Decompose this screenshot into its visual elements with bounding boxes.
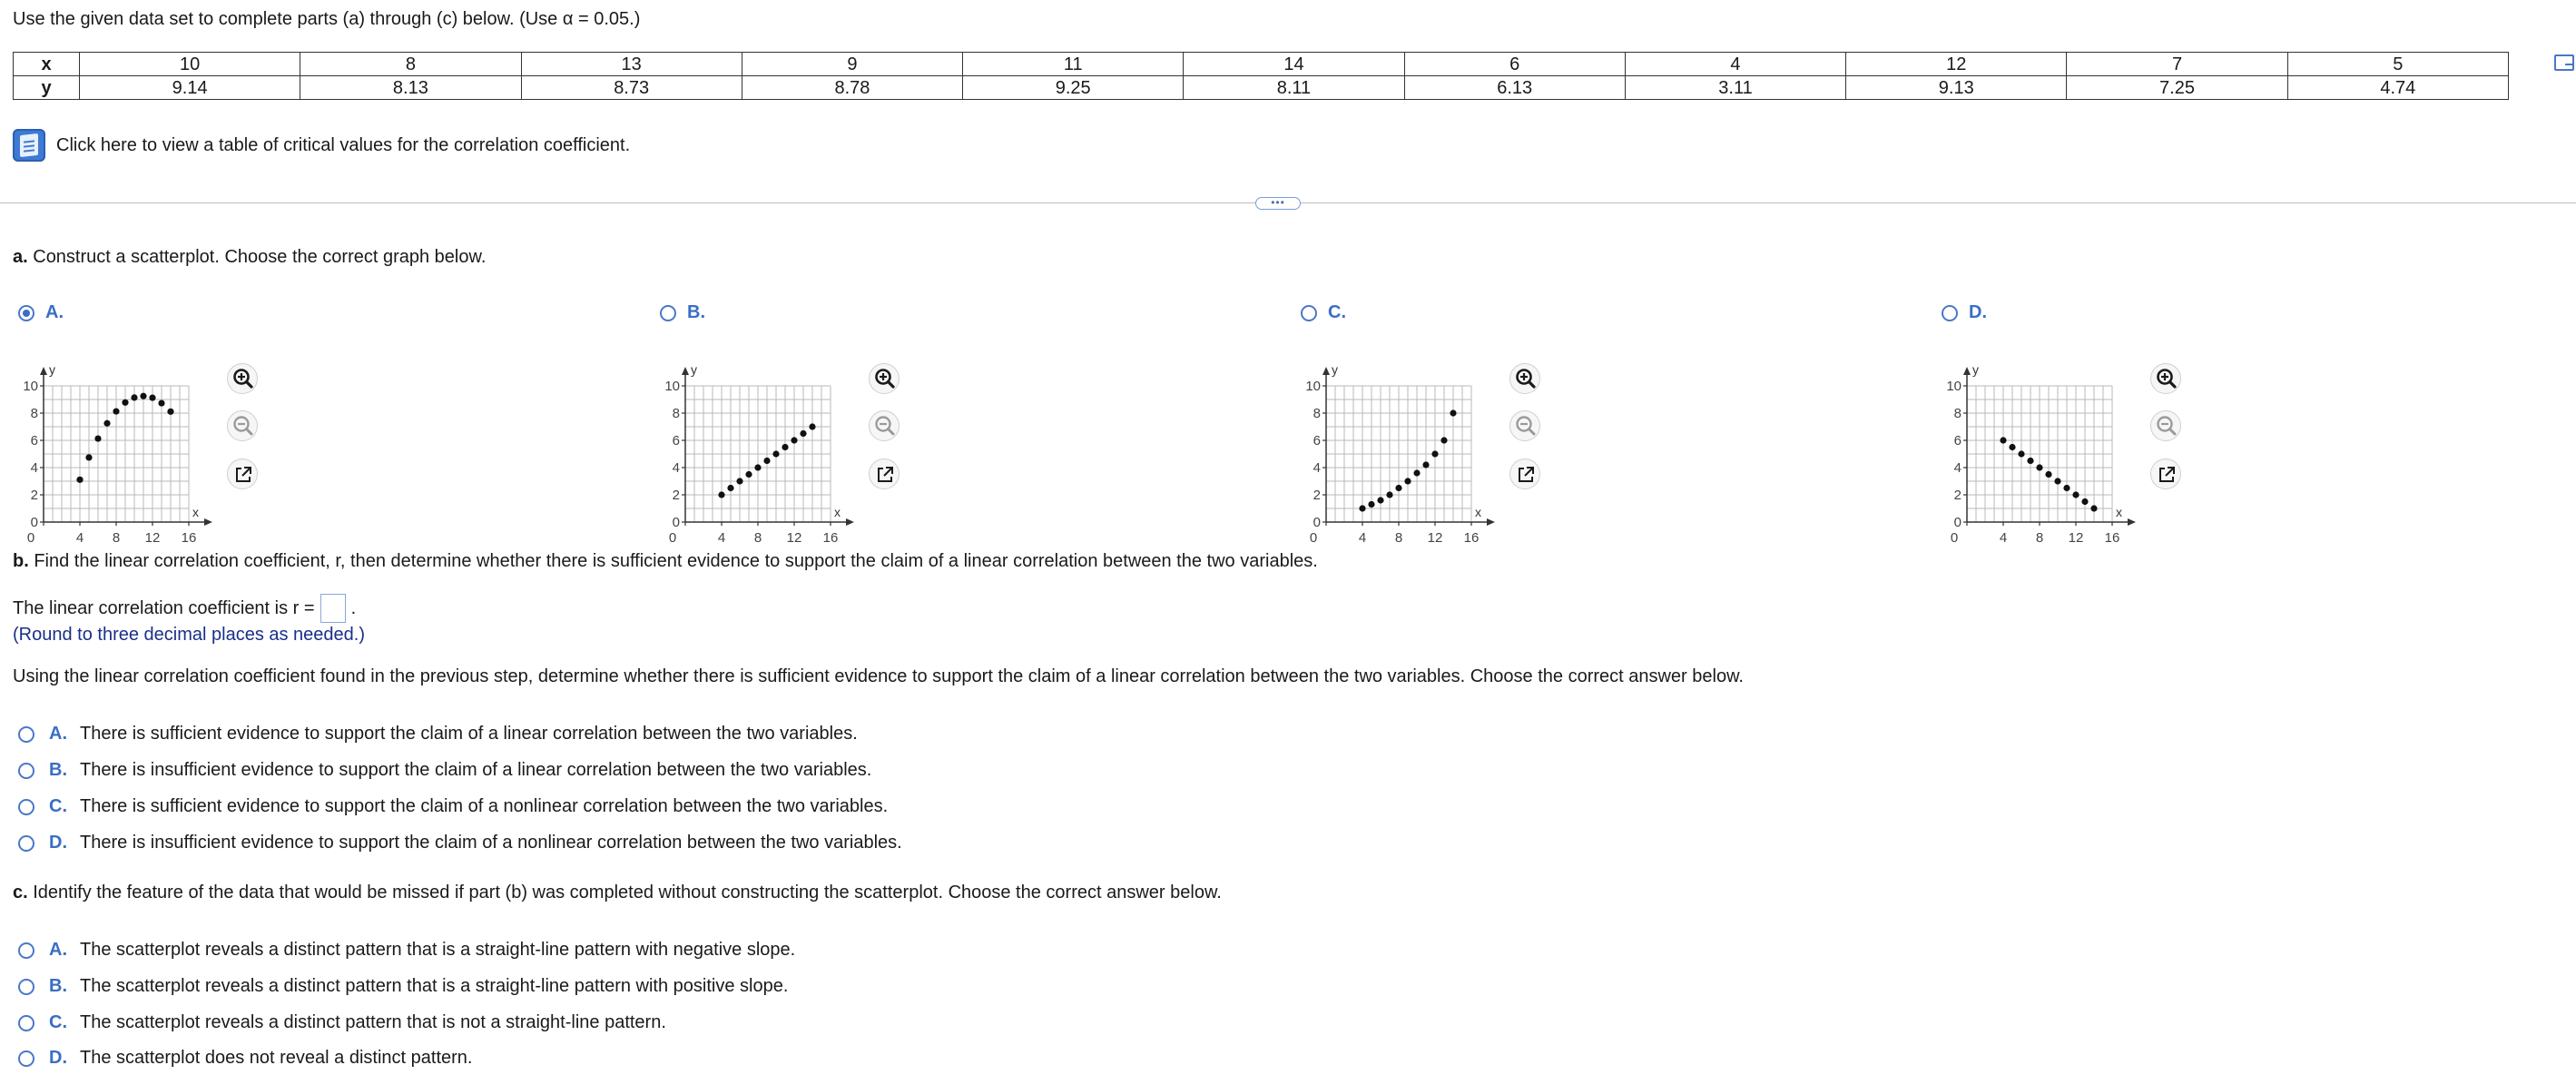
table-cell: 9.25 [963,76,1184,100]
data-point [2063,485,2070,491]
scatterplot-d [1931,331,2139,555]
copy-data-icon[interactable] [2554,54,2574,71]
data-point [131,394,137,400]
x-axis-label: x [1475,505,1481,519]
y-tick-label: 4 [30,460,38,476]
option-letter: B. [49,976,67,996]
y-axis-arrow [1963,367,1971,375]
y-axis-label: y [1332,362,1338,377]
table-cell: 7 [2067,53,2287,76]
r-input[interactable] [320,594,346,623]
table-cell: 9 [742,53,962,76]
radio-button[interactable] [18,305,34,321]
part-c-option-c[interactable] [18,1012,666,1033]
y-tick-label: 6 [30,433,38,449]
data-point [2045,471,2051,478]
y-tick-label: 4 [1953,460,1961,476]
radio-button[interactable] [18,942,34,959]
option-text: The scatterplot does not reveal a distinct pattern. [80,1048,473,1068]
option-text: There is insufficient evidence to support the claim of a linear correlation between the two variables. [80,760,872,780]
data-point [754,464,761,470]
data-point [763,458,770,464]
part-c-question [13,883,1222,903]
x-tick-label: 0 [1309,530,1318,546]
y-tick-label: 0 [1953,515,1961,530]
option-letter: B. [49,760,67,780]
y-tick-label: 2 [672,488,680,503]
y-tick-label: 10 [23,379,38,394]
x-tick-label: 8 [1394,530,1403,546]
option-letter: D. [1969,302,1987,322]
x-axis-label: x [2116,505,2122,519]
data-point [2018,450,2024,457]
part-a-question [13,247,486,268]
row-header-y: y [14,76,80,100]
option-letter: D. [49,833,67,853]
part-c-option-b[interactable] [18,976,788,997]
zoom-in-icon[interactable] [1509,363,1540,394]
x-tick-label: 0 [668,530,677,546]
option-text: The scatterplot reveals a distinct pattern that is a straight-line pattern with negative slope. [80,940,796,960]
table-cell: 13 [521,53,742,76]
y-tick-label: 6 [1313,433,1321,449]
x-axis-arrow [204,518,212,526]
table-cell: 3.11 [1625,76,1845,100]
option-letter: A. [49,724,67,744]
radio-button[interactable] [18,726,34,743]
x-tick-label: 16 [822,530,839,546]
table-cell: 14 [1184,53,1404,76]
y-axis-label: y [691,362,697,377]
y-axis-label: y [49,362,55,377]
data-point [76,477,83,483]
data-point [745,471,752,478]
y-tick-label: 10 [1305,379,1321,394]
y-tick-label: 2 [1953,488,1961,503]
x-tick-label: 12 [144,530,161,546]
y-tick-label: 10 [664,379,680,394]
data-point [800,430,806,437]
zoom-out-icon[interactable] [2150,410,2181,441]
radio-button[interactable] [18,835,34,852]
y-tick-label: 4 [672,460,680,476]
x-tick-label: 16 [181,530,197,546]
x-axis-arrow [846,518,854,526]
data-point [2000,437,2006,443]
y-tick-label: 2 [30,488,38,503]
radio-button[interactable] [1942,305,1958,321]
table-cell: 9.13 [1846,76,2067,100]
divider-handle[interactable]: ••• [1255,197,1301,210]
y-tick-label: 8 [30,406,38,421]
row-header-x: x [14,53,80,76]
scatterplot-svg [7,331,216,549]
y-tick-label: 8 [1313,406,1321,421]
option-text: There is insufficient evidence to support the claim of a nonlinear correlation between the two variables. [80,833,902,853]
critical-values-link-text: Click here to view a table of critical values for the correlation coefficient. [56,134,631,155]
x-tick-label: 16 [2104,530,2120,546]
r-answer-line [13,594,356,623]
data-point [1386,491,1392,498]
radio-button[interactable] [18,799,34,815]
scatterplot-svg [1931,331,2139,549]
y-axis-arrow [40,367,47,375]
table-cell: 4.74 [2287,76,2508,100]
data-point [1431,450,1438,457]
x-tick-label: 4 [1999,530,2008,546]
data-point [1422,461,1429,468]
book-icon [13,129,45,162]
x-tick-label: 4 [75,530,84,546]
option-letter: B. [687,302,705,322]
popout-icon[interactable] [227,459,258,489]
x-tick-label: 12 [1427,530,1443,546]
data-point [809,423,815,429]
part-b-text: Find the linear correlation coefficient, r, then determine whether there is sufficient evidence to support the claim of a linear correlation between the two variables. [28,551,1318,571]
table-row-x [14,53,2509,76]
table-cell: 8.78 [742,76,962,100]
table-cell: 5 [2287,53,2508,76]
y-tick-label: 8 [672,406,680,421]
popout-icon[interactable] [2150,459,2181,489]
copy-data-icon-tab [2565,64,2574,65]
y-tick-label: 6 [672,433,680,449]
table-cell: 11 [963,53,1184,76]
data-point [1377,497,1383,503]
y-tick-label: 6 [1953,433,1961,449]
part-a-label: a. [13,247,28,267]
option-letter: C. [49,1012,67,1032]
data-point [1359,505,1365,511]
table-cell: 8 [300,53,521,76]
radio-button[interactable] [18,1015,34,1031]
part-a-option-a[interactable] [18,302,64,323]
data-point [782,444,788,450]
zoom-in-icon[interactable] [2150,363,2181,394]
part-c-option-d[interactable] [18,1048,472,1069]
x-axis-label: x [192,505,199,519]
data-point [1404,478,1411,484]
part-c-option-a[interactable] [18,940,795,961]
radio-button[interactable] [18,979,34,995]
table-cell: 8.11 [1184,76,1404,100]
data-point [158,399,164,406]
part-c-text: Identify the feature of the data that would be missed if part (b) was completed without constructing the scatterplot. Choose the correct answer below. [27,883,1222,902]
data-point [1450,409,1456,416]
part-b-option-d[interactable] [18,833,902,853]
popout-icon[interactable] [1509,459,1540,489]
part-b-question [13,551,1318,572]
data-table [13,52,2509,100]
part-a-option-d[interactable] [1942,302,1987,323]
x-tick-label: 0 [26,530,35,546]
part-b-option-c[interactable] [18,796,888,817]
scatterplot-c [1290,331,1499,555]
y-tick-label: 2 [1313,488,1321,503]
data-point [1368,501,1374,508]
part-b-option-a[interactable] [18,724,858,745]
data-point [791,437,797,443]
y-tick-label: 4 [1313,460,1321,476]
y-tick-label: 0 [672,515,680,530]
scatterplot-b [649,331,858,555]
zoom-out-icon[interactable] [869,410,900,441]
question-prompt: Use the given data set to complete parts (a) through (c) below. (Use α = 0.05.) [13,9,641,29]
part-a-option-c[interactable] [1301,302,1346,323]
y-axis-arrow [682,367,689,375]
option-letter: C. [1328,302,1346,322]
data-point [149,394,155,400]
data-point [85,454,92,460]
table-cell: 6 [1404,53,1625,76]
x-tick-label: 4 [1358,530,1367,546]
x-tick-label: 8 [753,530,762,546]
radio-button[interactable] [1301,305,1317,321]
data-point [2036,464,2042,470]
data-point [2009,444,2015,450]
scatterplot-svg [649,331,858,549]
x-tick-label: 12 [786,530,802,546]
table-cell: 7.25 [2067,76,2287,100]
data-point [103,420,110,427]
radio-button[interactable] [18,1050,34,1067]
part-a-text: Construct a scatterplot. Choose the correct graph below. [27,247,487,267]
data-point [2090,505,2097,511]
option-text: The scatterplot reveals a distinct pattern that is not a straight-line pattern. [80,1012,666,1032]
scatterplot-svg [1290,331,1499,549]
data-point [140,393,146,399]
zoom-in-icon[interactable] [227,363,258,394]
table-cell: 4 [1625,53,1845,76]
part-a-option-b[interactable] [660,302,705,323]
option-text: There is sufficient evidence to support the claim of a linear correlation between the two variables. [80,724,858,744]
y-axis-label: y [1972,362,1979,377]
r-prefix: The linear correlation coefficient is r = [13,597,315,618]
y-tick-label: 0 [30,515,38,530]
part-b-option-b[interactable] [18,760,871,781]
table-cell: 9.14 [80,76,300,100]
rounding-hint: (Round to three decimal places as needed.) [13,625,366,645]
x-tick-label: 0 [1950,530,1959,546]
zoom-out-icon[interactable] [1509,410,1540,441]
popout-icon[interactable] [869,459,900,489]
data-point [1395,485,1401,491]
x-axis-arrow [1487,518,1495,526]
data-point [772,450,779,457]
table-row-y [14,76,2509,100]
data-point [122,399,128,406]
option-text: There is sufficient evidence to support the claim of a nonlinear correlation between the two variables. [80,796,889,816]
y-axis-arrow [1322,367,1330,375]
radio-button[interactable] [660,305,676,321]
data-point [2081,498,2088,505]
data-point [736,478,742,484]
table-cell: 8.13 [300,76,521,100]
part-c-label: c. [13,883,28,902]
data-point [727,485,733,491]
option-letter: C. [49,796,67,816]
part-b-label: b. [13,551,29,571]
radio-button[interactable] [18,763,34,779]
option-text: The scatterplot reveals a distinct pattern that is a straight-line pattern with positive slope. [80,976,789,996]
x-axis-label: x [834,505,841,519]
x-tick-label: 12 [2068,530,2084,546]
data-point [2027,458,2033,464]
zoom-in-icon[interactable] [869,363,900,394]
table-cell: 8.73 [521,76,742,100]
data-point [1413,469,1420,476]
data-point [718,491,724,498]
data-point [94,435,101,441]
data-point [113,408,119,414]
option-letter: D. [49,1048,67,1068]
option-letter: A. [45,302,64,322]
x-tick-label: 4 [717,530,726,546]
table-cell: 6.13 [1404,76,1625,100]
part-b-instruction: Using the linear correlation coefficient found in the previous step, determine whether there is sufficient evidence to support the claim of a linear correlation between the two variables. Choose the correct answer below. [13,666,1744,686]
table-cell: 12 [1846,53,2067,76]
x-axis-arrow [2128,518,2136,526]
zoom-out-icon[interactable] [227,410,258,441]
data-point [2054,478,2060,484]
option-letter: A. [49,940,67,960]
x-tick-label: 16 [1463,530,1480,546]
data-point [2072,491,2079,498]
r-suffix: . [350,597,357,618]
data-point [167,409,173,415]
critical-values-link[interactable] [13,127,630,163]
scatterplot-a [7,331,216,555]
x-tick-label: 8 [112,530,121,546]
data-point [1440,437,1447,443]
y-tick-label: 10 [1946,379,1961,394]
y-tick-label: 0 [1313,515,1321,530]
y-tick-label: 8 [1953,406,1961,421]
table-cell: 10 [80,53,300,76]
x-tick-label: 8 [2035,530,2044,546]
